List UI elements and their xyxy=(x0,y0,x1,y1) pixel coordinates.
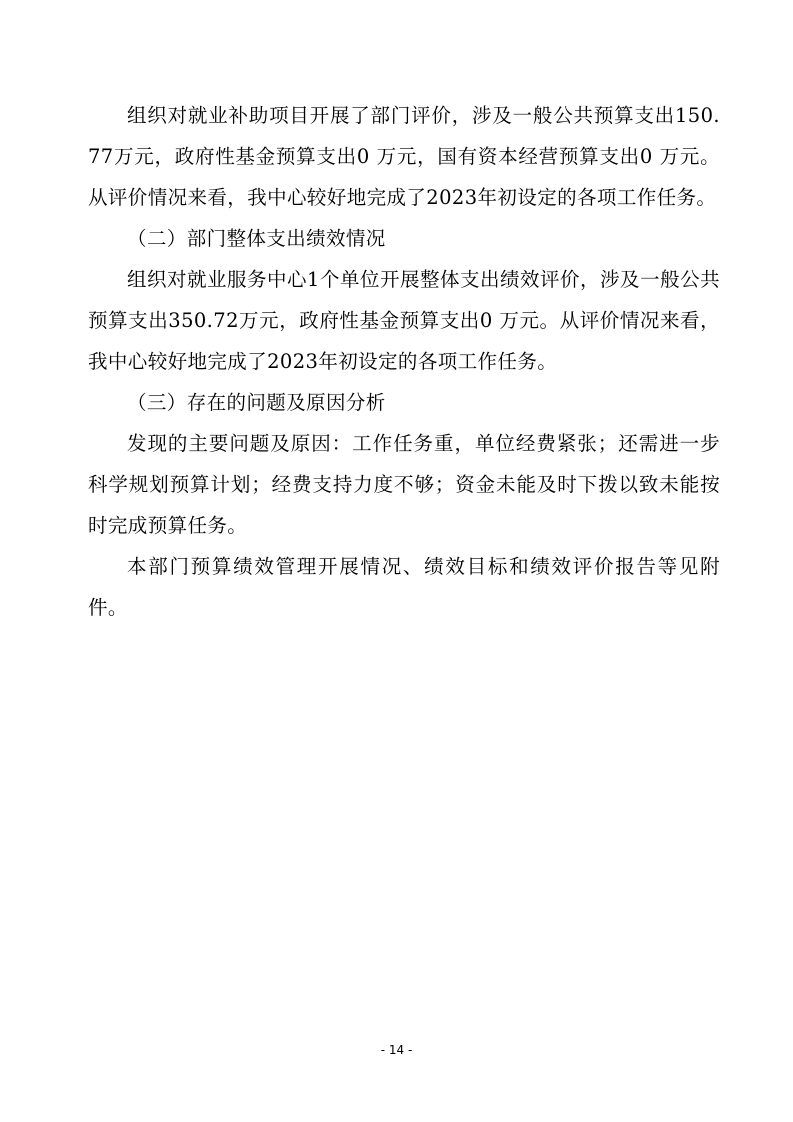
section-heading-problems-analysis: （三）存在的问题及原因分析 xyxy=(127,391,386,414)
paragraph-attachment-note: 本部门预算绩效管理开展情况、绩效目标和绩效评价报告等见附件。 xyxy=(88,555,720,619)
section-heading-overall-performance: （二）部门整体支出绩效情况 xyxy=(127,227,386,250)
page-number: - 14 - xyxy=(380,1043,413,1057)
document-body xyxy=(88,95,720,628)
paragraph-overall-evaluation: 组织对就业服务中心1个单位开展整体支出绩效评价，涉及一般公共预算支出350.72万元，政府性基金预算支出0 万元。从评价情况来看，我中心较好地完成了2023年初设定的各项工作任务。 xyxy=(88,268,720,373)
paragraph-problems: 发现的主要问题及原因：工作任务重，单位经费紧张；还需进一步科学规划预算计划；经费支持力度不够；资金未能及时下拨以致未能按时完成预算任务。 xyxy=(88,432,720,537)
paragraph-project-evaluation: 组织对就业补助项目开展了部门评价，涉及一般公共预算支出150.77万元，政府性基金预算支出0 万元，国有资本经营预算支出0 万元。从评价情况来看，我中心较好地完成了2023年初设定的各项工作任务。 xyxy=(88,104,720,209)
